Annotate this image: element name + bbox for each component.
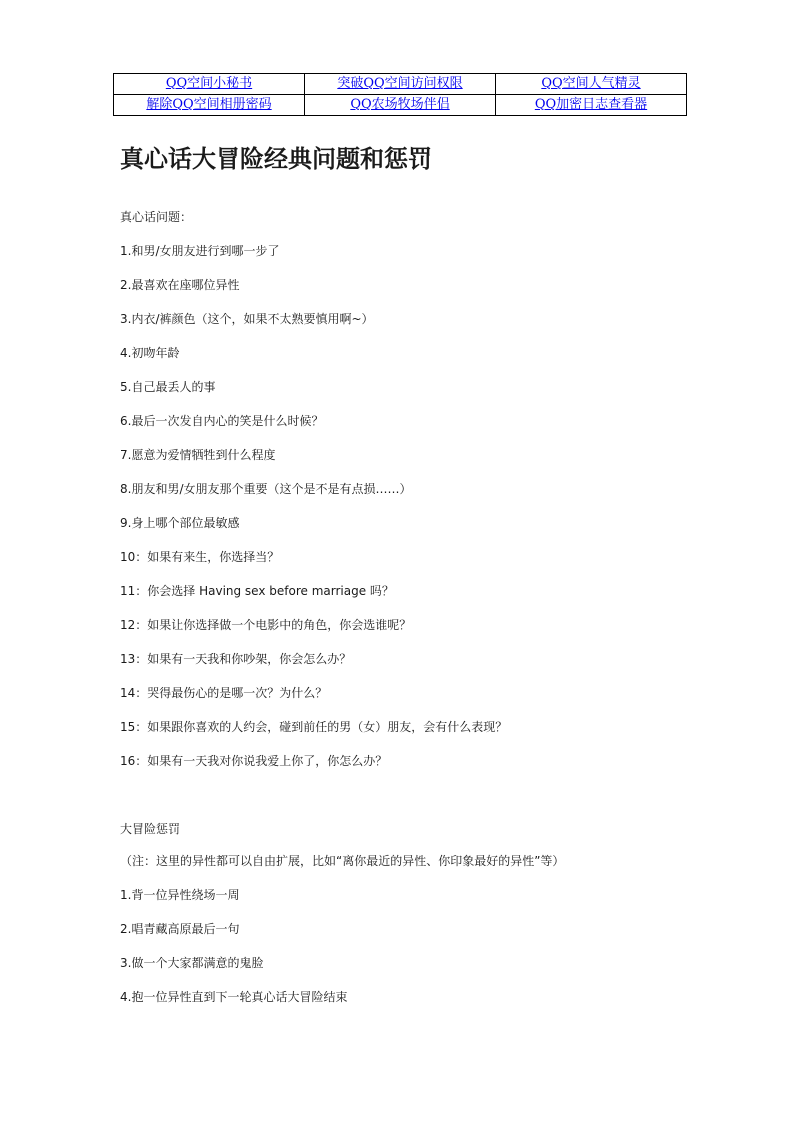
link-remove-album-password[interactable]: 解除QQ空间相册密码 [146, 97, 272, 112]
truth-item: 12：如果让你选择做一个电影中的角色，你会选谁呢？ [120, 618, 412, 632]
dare-item: 4.抱一位异性直到下一轮真心话大冒险结束 [120, 990, 348, 1004]
links-row [114, 74, 687, 95]
links-cell [305, 74, 496, 95]
link-break-access-permission[interactable]: 突破QQ空间访问权限 [337, 76, 463, 91]
truth-item: 16：如果有一天我对你说我爱上你了，你怎么办？ [120, 754, 388, 768]
truth-item: 1.和男/女朋友进行到哪一步了 [120, 244, 280, 258]
truth-item: 4.初吻年龄 [120, 346, 180, 360]
link-encrypted-diary-viewer[interactable]: QQ加密日志查看器 [534, 97, 648, 112]
dare-heading: 大冒险惩罚 [120, 822, 181, 836]
truth-item: 5.自己最丢人的事 [120, 380, 216, 394]
link-qq-space-secretary[interactable]: QQ空间小秘书 [165, 76, 253, 91]
truth-item: 11：你会选择 Having sex before marriage 吗？ [120, 584, 394, 598]
link-popularity-sprite[interactable]: QQ空间人气精灵 [541, 76, 641, 91]
links-row [114, 95, 687, 116]
truth-item: 3.内衣/裤颜色（这个，如果不太熟要慎用啊~） [120, 312, 374, 326]
truth-item: 14：哭得最伤心的是哪一次？为什么？ [120, 686, 328, 700]
truth-item: 10：如果有来生，你选择当？ [120, 550, 280, 564]
links-cell [496, 95, 687, 116]
truth-item: 8.朋友和男/女朋友那个重要（这个是不是有点损……） [120, 482, 412, 496]
links-cell [496, 74, 687, 95]
page-title: 真心话大冒险经典问题和惩罚 [120, 145, 432, 173]
link-farm-companion[interactable]: QQ农场牧场伴侣 [350, 97, 450, 112]
truth-heading: 真心话问题： [120, 210, 193, 224]
dare-note: （注：这里的异性都可以自由扩展，比如“离你最近的异性、你印象最好的异性”等） [120, 854, 565, 868]
dare-item: 2.唱青藏高原最后一句 [120, 922, 240, 936]
links-cell [114, 95, 305, 116]
links-table [113, 73, 687, 116]
truth-item: 13：如果有一天我和你吵架，你会怎么办？ [120, 652, 352, 666]
dare-item: 1.背一位异性绕场一周 [120, 888, 240, 902]
links-cell [305, 95, 496, 116]
truth-item: 9.身上哪个部位最敏感 [120, 516, 240, 530]
links-cell [114, 74, 305, 95]
truth-item: 15：如果跟你喜欢的人约会，碰到前任的男（女）朋友，会有什么表现？ [120, 720, 508, 734]
truth-item: 7.愿意为爱情牺牲到什么程度 [120, 448, 276, 462]
dare-item: 3.做一个大家都满意的鬼脸 [120, 956, 264, 970]
truth-item: 2.最喜欢在座哪位异性 [120, 278, 240, 292]
truth-item: 6.最后一次发自内心的笑是什么时候？ [120, 414, 324, 428]
